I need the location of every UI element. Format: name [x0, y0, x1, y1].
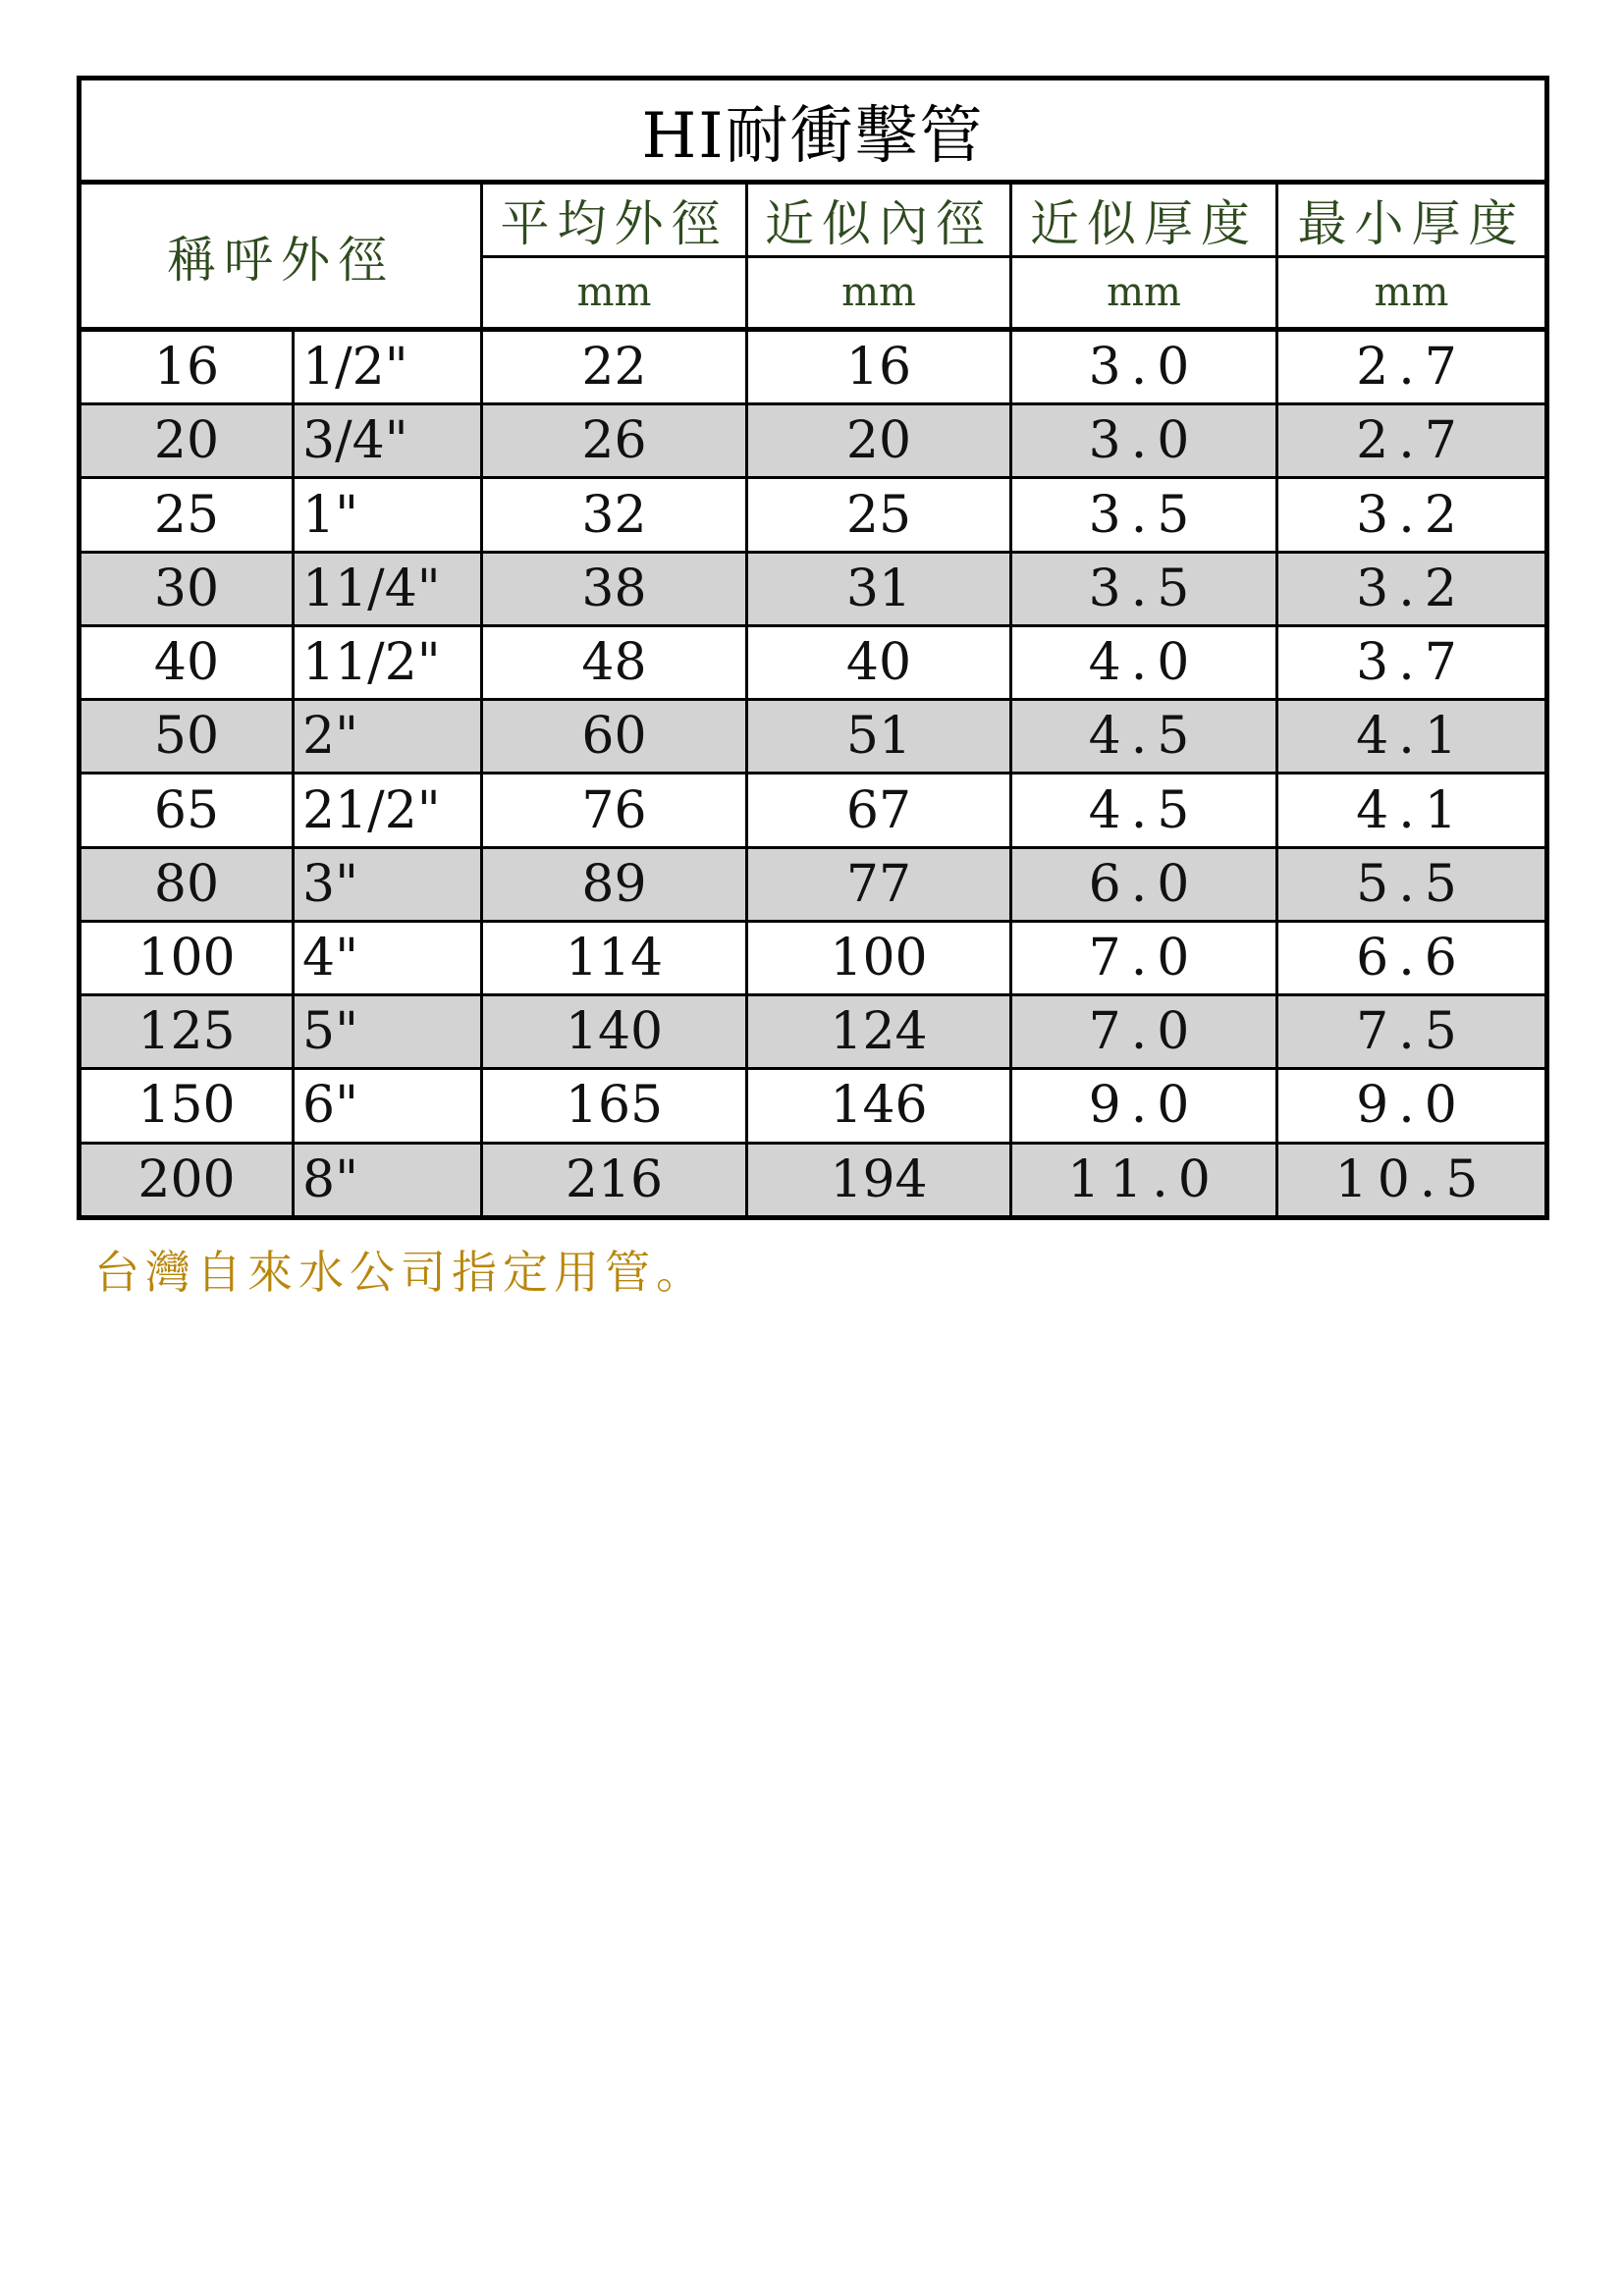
cell-nominal-mm: 125: [80, 995, 294, 1069]
table-row: [80, 921, 1547, 994]
table-row: [80, 847, 1547, 921]
cell-min-thickness: 4.1: [1277, 774, 1547, 847]
cell-nominal-inch: 21/2": [294, 774, 482, 847]
cell-approx-thickness: 9.0: [1011, 1069, 1277, 1143]
cell-nominal-inch: 1": [294, 478, 482, 552]
cell-avg-outer-diameter: 60: [482, 700, 747, 774]
cell-approx-inner-diameter: 146: [747, 1069, 1011, 1143]
cell-nominal-inch: 11/2": [294, 625, 482, 699]
cell-min-thickness: 3.2: [1277, 478, 1547, 552]
cell-nominal-inch: 6": [294, 1069, 482, 1143]
cell-nominal-inch: 11/4": [294, 552, 482, 625]
cell-approx-inner-diameter: 31: [747, 552, 1011, 625]
header-approx-thickness: 近似厚度: [1011, 183, 1277, 257]
cell-avg-outer-diameter: 114: [482, 921, 747, 994]
cell-approx-inner-diameter: 77: [747, 847, 1011, 921]
table-title: HI耐衝擊管: [80, 79, 1547, 183]
header-nominal-diameter: 稱呼外徑: [80, 183, 482, 330]
cell-nominal-inch: 4": [294, 921, 482, 994]
cell-approx-thickness: 4.5: [1011, 774, 1277, 847]
table-row: [80, 625, 1547, 699]
cell-approx-inner-diameter: 51: [747, 700, 1011, 774]
table-row: [80, 1143, 1547, 1217]
cell-approx-thickness: 11.0: [1011, 1143, 1277, 1217]
cell-approx-thickness: 4.5: [1011, 700, 1277, 774]
cell-min-thickness: 4.1: [1277, 700, 1547, 774]
header-avg-outer-diameter: 平均外徑: [482, 183, 747, 257]
cell-avg-outer-diameter: 165: [482, 1069, 747, 1143]
cell-min-thickness: 2.7: [1277, 404, 1547, 478]
cell-nominal-inch: 3/4": [294, 404, 482, 478]
table-row: [80, 404, 1547, 478]
cell-min-thickness: 7.5: [1277, 995, 1547, 1069]
cell-approx-thickness: 3.5: [1011, 478, 1277, 552]
unit-approx-thickness: mm: [1011, 257, 1277, 330]
cell-min-thickness: 5.5: [1277, 847, 1547, 921]
cell-approx-inner-diameter: 194: [747, 1143, 1011, 1217]
cell-avg-outer-diameter: 38: [482, 552, 747, 625]
cell-nominal-inch: 1/2": [294, 330, 482, 404]
cell-avg-outer-diameter: 26: [482, 404, 747, 478]
unit-min-thickness: mm: [1277, 257, 1547, 330]
spec-table: [77, 76, 1549, 1220]
cell-approx-thickness: 4.0: [1011, 625, 1277, 699]
cell-approx-thickness: 3.0: [1011, 330, 1277, 404]
cell-nominal-mm: 200: [80, 1143, 294, 1217]
cell-nominal-mm: 100: [80, 921, 294, 994]
cell-approx-inner-diameter: 100: [747, 921, 1011, 994]
cell-nominal-inch: 3": [294, 847, 482, 921]
cell-approx-inner-diameter: 40: [747, 625, 1011, 699]
header-approx-inner-diameter: 近似內徑: [747, 183, 1011, 257]
unit-avg-outer-diameter: mm: [482, 257, 747, 330]
cell-nominal-mm: 30: [80, 552, 294, 625]
cell-avg-outer-diameter: 32: [482, 478, 747, 552]
cell-approx-thickness: 7.0: [1011, 995, 1277, 1069]
table-row: [80, 1069, 1547, 1143]
table-body: [80, 330, 1547, 1218]
cell-nominal-mm: 65: [80, 774, 294, 847]
cell-nominal-mm: 50: [80, 700, 294, 774]
cell-approx-inner-diameter: 124: [747, 995, 1011, 1069]
cell-approx-inner-diameter: 25: [747, 478, 1011, 552]
cell-nominal-mm: 40: [80, 625, 294, 699]
table-row: [80, 700, 1547, 774]
cell-min-thickness: 2.7: [1277, 330, 1547, 404]
cell-avg-outer-diameter: 22: [482, 330, 747, 404]
cell-approx-inner-diameter: 16: [747, 330, 1011, 404]
cell-approx-thickness: 6.0: [1011, 847, 1277, 921]
header-min-thickness: 最小厚度: [1277, 183, 1547, 257]
cell-approx-thickness: 3.5: [1011, 552, 1277, 625]
cell-avg-outer-diameter: 216: [482, 1143, 747, 1217]
cell-min-thickness: 3.2: [1277, 552, 1547, 625]
cell-avg-outer-diameter: 89: [482, 847, 747, 921]
cell-avg-outer-diameter: 76: [482, 774, 747, 847]
cell-avg-outer-diameter: 140: [482, 995, 747, 1069]
cell-approx-thickness: 3.0: [1011, 404, 1277, 478]
footnote: 台灣自來水公司指定用管。: [94, 1246, 707, 1299]
cell-min-thickness: 6.6: [1277, 921, 1547, 994]
cell-min-thickness: 10.5: [1277, 1143, 1547, 1217]
table-row: [80, 774, 1547, 847]
table-row: [80, 552, 1547, 625]
cell-approx-inner-diameter: 20: [747, 404, 1011, 478]
table-row: [80, 995, 1547, 1069]
cell-nominal-mm: 20: [80, 404, 294, 478]
cell-nominal-inch: 2": [294, 700, 482, 774]
cell-nominal-mm: 150: [80, 1069, 294, 1143]
table-row: [80, 330, 1547, 404]
table-row: [80, 478, 1547, 552]
unit-approx-inner-diameter: mm: [747, 257, 1011, 330]
cell-nominal-mm: 80: [80, 847, 294, 921]
cell-min-thickness: 9.0: [1277, 1069, 1547, 1143]
cell-avg-outer-diameter: 48: [482, 625, 747, 699]
cell-approx-thickness: 7.0: [1011, 921, 1277, 994]
cell-approx-inner-diameter: 67: [747, 774, 1011, 847]
cell-min-thickness: 3.7: [1277, 625, 1547, 699]
cell-nominal-mm: 25: [80, 478, 294, 552]
cell-nominal-mm: 16: [80, 330, 294, 404]
cell-nominal-inch: 8": [294, 1143, 482, 1217]
cell-nominal-inch: 5": [294, 995, 482, 1069]
